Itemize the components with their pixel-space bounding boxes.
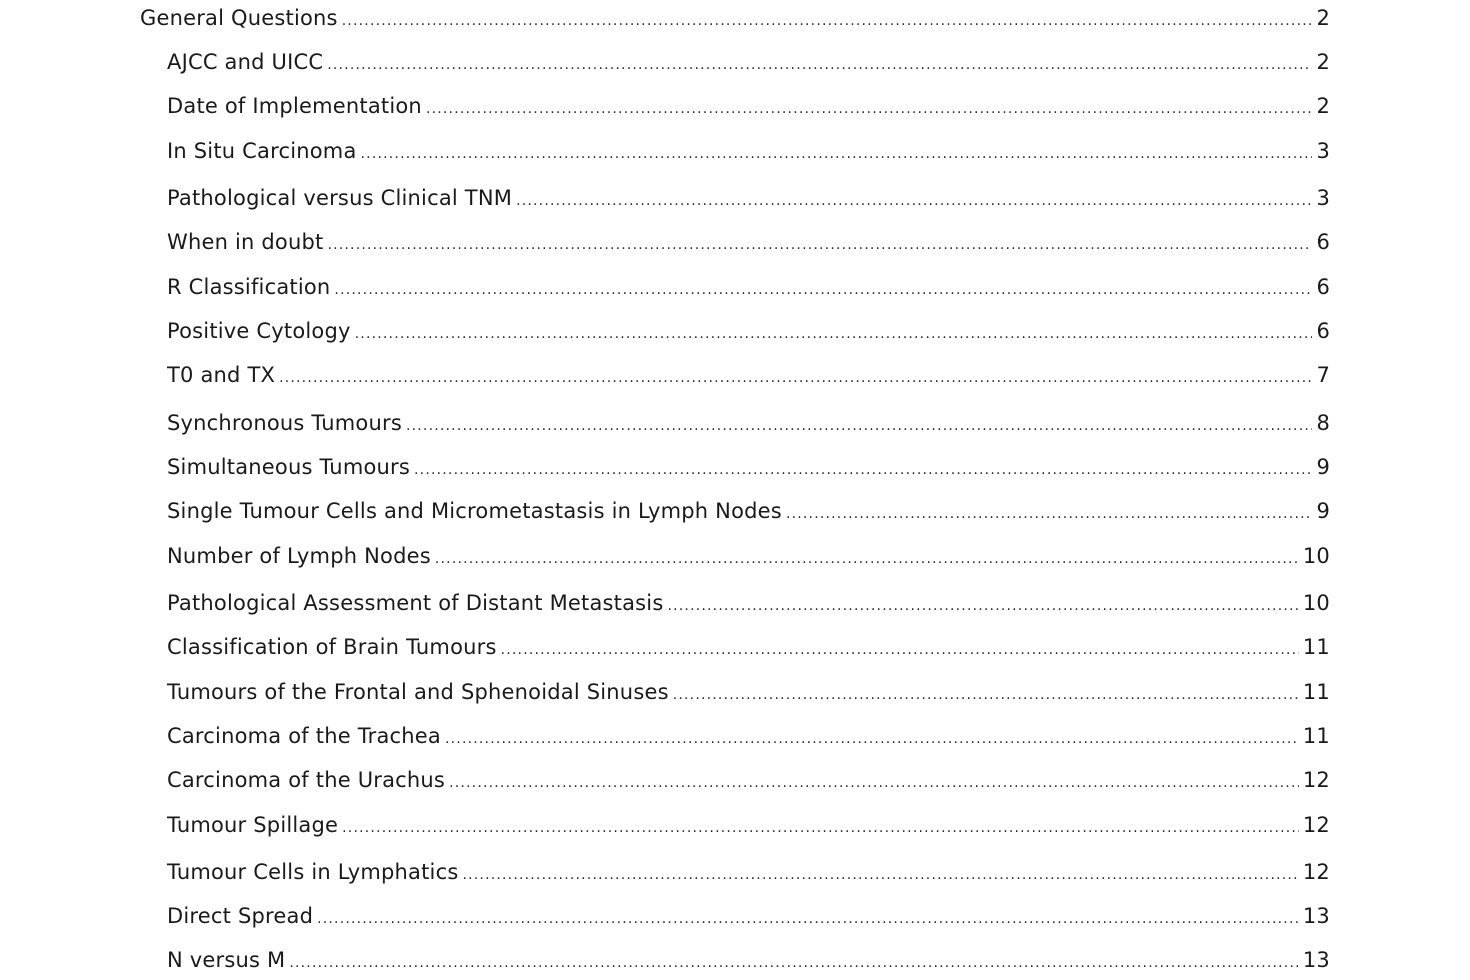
toc-entry-number-of-lymph-nodes[interactable] (167, 544, 1330, 574)
toc-entry-page: 11 (1302, 724, 1330, 748)
toc-entry-label: AJCC and UICC (167, 50, 324, 74)
dot-leader (435, 551, 1299, 567)
toc-entry-label: Synchronous Tumours (167, 411, 402, 435)
dot-leader (406, 418, 1312, 434)
dot-leader (414, 462, 1312, 478)
toc-entry-positive-cytology[interactable] (167, 319, 1330, 349)
toc-entry-carcinoma-of-the-trachea[interactable] (167, 724, 1330, 754)
dot-leader (327, 57, 1312, 73)
dot-leader (667, 598, 1298, 614)
toc-entry-label: Single Tumour Cells and Micrometastasis in Lymph Nodes (167, 499, 782, 523)
toc-entry-when-in-doubt[interactable] (167, 230, 1330, 260)
toc-entry-page: 7 (1316, 363, 1330, 387)
toc-entry-pathological-assessment[interactable] (167, 591, 1330, 621)
toc-entry-page: 12 (1302, 813, 1330, 837)
toc-entry-page: 6 (1316, 275, 1330, 299)
dot-leader (342, 13, 1313, 29)
toc-entry-page: 9 (1316, 499, 1330, 523)
dot-leader (289, 955, 1299, 971)
toc-entry-direct-spread[interactable] (167, 904, 1330, 934)
toc-entry-page: 12 (1302, 768, 1330, 792)
toc-entry-page: 2 (1316, 50, 1330, 74)
dot-leader (462, 867, 1298, 883)
toc-entry-label: Tumour Spillage (167, 813, 339, 837)
toc-entry-label: Classification of Brain Tumours (167, 635, 497, 659)
dot-leader (516, 193, 1312, 209)
dot-leader (355, 326, 1313, 342)
toc-entry-label: Carcinoma of the Trachea (167, 724, 441, 748)
toc-entry-label: When in doubt (167, 230, 324, 254)
toc-entry-page: 12 (1302, 860, 1330, 884)
toc-entry-label: Number of Lymph Nodes (167, 544, 431, 568)
toc-entry-label: T0 and TX (167, 363, 276, 387)
toc-entry-page: 6 (1316, 319, 1330, 343)
toc-entry-page: 3 (1316, 139, 1330, 163)
toc-entry-general-questions[interactable] (140, 6, 1330, 36)
dot-leader (449, 775, 1299, 791)
toc-entry-page: 8 (1316, 411, 1330, 435)
toc-entry-label: Tumour Cells in Lymphatics (167, 860, 459, 884)
toc-entry-tumour-cells-in-lymphatics[interactable] (167, 860, 1330, 890)
toc-entry-n-versus-m[interactable] (167, 948, 1330, 978)
dot-leader (327, 237, 1312, 253)
dot-leader (279, 370, 1312, 386)
toc-entry-single-tumour-cells[interactable] (167, 499, 1330, 529)
toc-entry-label: In Situ Carcinoma (167, 139, 357, 163)
toc-entry-page: 11 (1302, 635, 1330, 659)
dot-leader (426, 101, 1313, 117)
dot-leader (501, 642, 1299, 658)
toc-entry-page: 2 (1316, 6, 1330, 30)
toc-entry-label: Carcinoma of the Urachus (167, 768, 446, 792)
toc-entry-in-situ-carcinoma[interactable] (167, 139, 1330, 169)
toc-entry-label: Tumours of the Frontal and Sphenoidal Sinuses (167, 680, 669, 704)
toc-entry-page: 10 (1302, 544, 1330, 568)
toc-entry-synchronous-tumours[interactable] (167, 411, 1330, 441)
toc-entry-page: 10 (1302, 591, 1330, 615)
dot-leader (334, 282, 1312, 298)
toc-entry-date-of-implementation[interactable] (167, 94, 1330, 124)
toc-entry-page: 11 (1302, 680, 1330, 704)
dot-leader (317, 911, 1299, 927)
dot-leader (673, 687, 1299, 703)
dot-leader (342, 820, 1299, 836)
toc-entry-page: 13 (1302, 904, 1330, 928)
toc-entry-label: N versus M (167, 948, 286, 972)
toc-entry-t0-and-tx[interactable] (167, 363, 1330, 393)
toc-entry-classification-of-brain-tumours[interactable] (167, 635, 1330, 665)
toc-entry-page: 6 (1316, 230, 1330, 254)
toc-entry-label: General Questions (140, 6, 338, 30)
dot-leader (445, 731, 1299, 747)
toc-entry-frontal-sphenoidal-sinuses[interactable] (167, 680, 1330, 710)
toc-entry-label: R Classification (167, 275, 331, 299)
toc-entry-label: Pathological Assessment of Distant Metastasis (167, 591, 664, 615)
toc-entry-simultaneous-tumours[interactable] (167, 455, 1330, 485)
toc-entry-label: Simultaneous Tumours (167, 455, 411, 479)
dot-leader (786, 506, 1313, 522)
toc-entry-page: 13 (1302, 948, 1330, 972)
toc-entry-page: 3 (1316, 186, 1330, 210)
toc-entry-tumour-spillage[interactable] (167, 813, 1330, 843)
toc-entry-pathological-versus-clinical-tnm[interactable] (167, 186, 1330, 216)
toc-entry-page: 2 (1316, 94, 1330, 118)
toc-entry-label: Direct Spread (167, 904, 314, 928)
toc-entry-page: 9 (1316, 455, 1330, 479)
toc-entry-carcinoma-of-the-urachus[interactable] (167, 768, 1330, 798)
toc-entry-label: Date of Implementation (167, 94, 422, 118)
toc-entry-r-classification[interactable] (167, 275, 1330, 305)
toc-entry-label: Pathological versus Clinical TNM (167, 186, 513, 210)
toc-entry-ajcc-and-uicc[interactable] (167, 50, 1330, 80)
toc-entry-label: Positive Cytology (167, 319, 351, 343)
dot-leader (361, 146, 1313, 162)
